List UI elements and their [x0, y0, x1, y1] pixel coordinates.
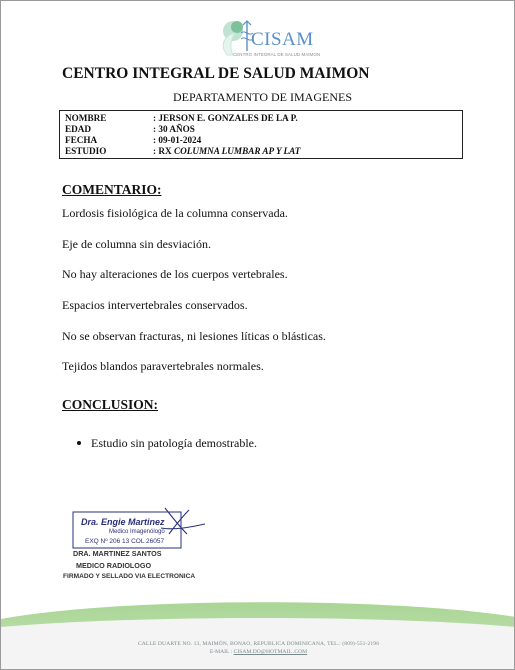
patient-info-box	[59, 110, 463, 159]
finding-line: Espacios intervertebrales conservados.	[62, 298, 248, 312]
organization-name: CENTRO INTEGRAL DE SALUD MAIMON	[62, 65, 370, 82]
footer-email-line	[1, 649, 515, 655]
logo-wordmark: CISAM	[251, 29, 314, 50]
department-name: DEPARTAMENTO DE IMAGENES	[173, 90, 352, 104]
stamp-exequatur: EXQ Nº 206 13 COL 26057	[85, 538, 165, 545]
study-prefix: : RX	[153, 146, 174, 156]
info-row-edad	[63, 124, 459, 135]
info-value	[153, 146, 300, 157]
conclusion-heading: CONCLUSION:	[62, 397, 159, 412]
comment-heading: COMENTARIO:	[62, 182, 162, 197]
logo-subtitle: CENTRO INTEGRAL DE SALUD MAIMON	[233, 52, 321, 57]
study-name: COLUMNA LUMBAR AP Y LAT	[173, 146, 301, 156]
conclusion-item: Estudio sin patología demostrable.	[91, 436, 257, 450]
finding-line: No hay alteraciones de los cuerpos vertebrales.	[62, 267, 288, 281]
signer-name: DRA. MARTINEZ SANTOS	[73, 549, 162, 558]
info-row-nombre	[63, 113, 459, 124]
finding-line: Tejidos blandos paravertebrales normales.	[62, 359, 264, 373]
info-label: ESTUDIO	[65, 146, 107, 156]
finding-line: Eje de columna sin desviación.	[62, 237, 211, 251]
stamp-doctor-name: Dra. Engie Martinez	[81, 517, 165, 527]
finding-line: Lordosis fisiológica de la columna conservada.	[62, 206, 288, 220]
info-label: FECHA	[65, 135, 98, 145]
footer-email-link[interactable]: CISAM.DO@HOTMAIL .COM	[233, 649, 308, 655]
footer-email-label: E-MAIL :	[209, 649, 234, 655]
signature-note: FIRMADO Y SELLADO VIA ELECTRONICA	[63, 573, 196, 580]
info-value: : JERSON E. GONZALES DE LA P.	[153, 113, 298, 123]
info-value: : 30 AÑOS	[153, 124, 195, 134]
stamp-specialty: Medico Imagenólogo	[109, 529, 165, 535]
info-label: EDAD	[65, 124, 92, 134]
cisam-logo	[199, 15, 324, 59]
info-label: NOMBRE	[65, 113, 107, 123]
bullet-icon	[77, 441, 81, 445]
info-value: : 09-01-2024	[153, 135, 202, 145]
footer-address: CALLE DUARTE NO. 13, MAIMÓN, BONAO, REPUBLICA DOMINICANA, TEL.: (809)-551-2196	[137, 641, 380, 647]
info-row-estudio	[63, 146, 459, 157]
footer-wave-decoration	[1, 597, 515, 670]
finding-line: No se observan fracturas, ni lesiones líticas o blásticas.	[62, 329, 326, 343]
info-row-fecha	[63, 135, 459, 146]
signer-role: MEDICO RADIOLOGO	[76, 561, 152, 570]
